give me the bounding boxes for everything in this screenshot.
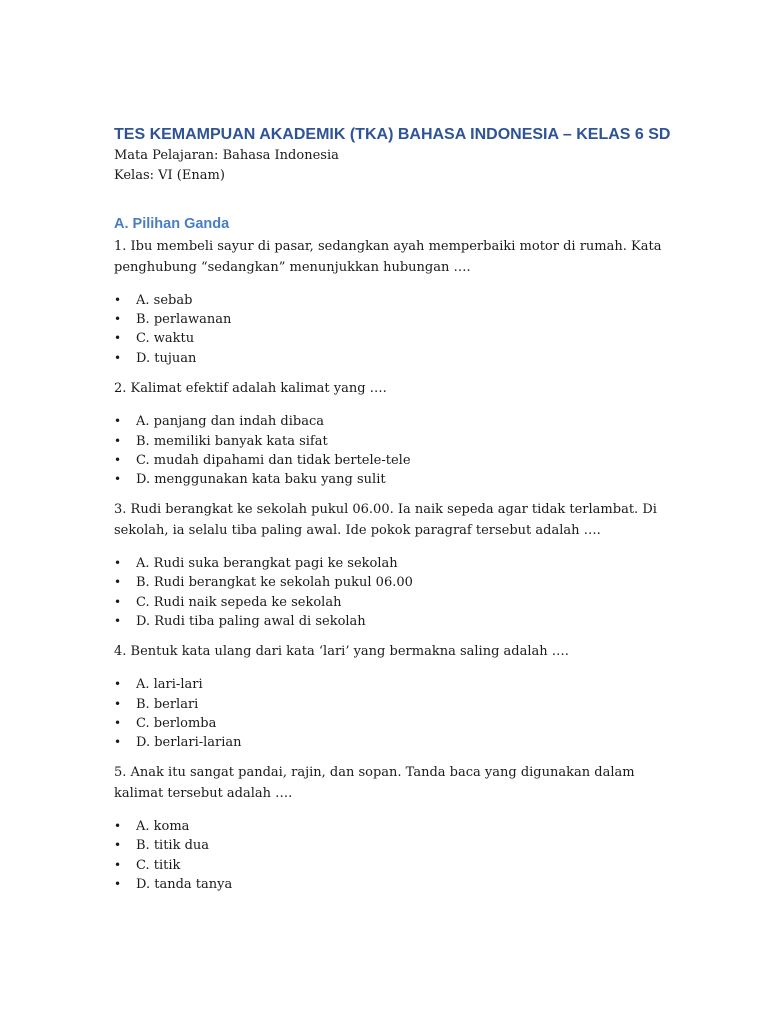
option-label: C. mudah dipahami dan tidak bertele-tele — [136, 452, 411, 468]
option-b — [114, 432, 674, 451]
option-label: A. koma — [136, 819, 190, 835]
bullet-icon: • — [114, 735, 122, 750]
option-d — [114, 875, 674, 894]
option-label: D. tujuan — [136, 350, 197, 366]
question-text: 4. Bentuk kata ulang dari kata ‘lari’ yang bermakna saling adalah …. — [114, 643, 569, 659]
option-a — [114, 675, 674, 694]
question-text: 5. Anak itu sangat pandai, rajin, dan sopan. Tanda baca yang digunakan dalam kalimat tersebut adalah …. — [114, 765, 635, 801]
option-a — [114, 291, 674, 310]
option-b — [114, 836, 674, 855]
bullet-icon: • — [114, 838, 122, 853]
question-text: 3. Rudi berangkat ke sekolah pukul 06.00. Ia naik sepeda agar tidak terlambat. Di sekolah, ia selalu tiba paling awal. Ide pokok paragraf tersebut adalah …. — [114, 502, 657, 538]
document-title: TES KEMAMPUAN AKADEMIK (TKA) BAHASA INDONESIA – KELAS 6 SD — [114, 126, 671, 143]
bullet-icon: • — [114, 677, 122, 692]
option-label: D. Rudi tiba paling awal di sekolah — [136, 613, 366, 629]
option-label: B. perlawanan — [136, 312, 232, 328]
option-b — [114, 573, 674, 592]
option-b — [114, 310, 674, 329]
option-label: B. memiliki banyak kata sifat — [136, 433, 328, 449]
bullet-icon: • — [114, 433, 122, 448]
bullet-icon: • — [114, 350, 122, 365]
question-2 — [114, 379, 674, 489]
option-d — [114, 612, 674, 631]
option-c — [114, 593, 674, 612]
question-5 — [114, 763, 674, 894]
option-label: D. berlari-larian — [136, 735, 242, 751]
option-label: B. berlari — [136, 696, 199, 712]
option-list — [114, 291, 674, 368]
bullet-icon: • — [114, 331, 122, 346]
option-list — [114, 817, 674, 894]
option-label: B. Rudi berangkat ke sekolah pukul 06.00 — [136, 575, 413, 591]
option-label: A. sebab — [136, 293, 193, 308]
option-list — [114, 554, 674, 631]
option-label: A. lari-lari — [136, 677, 203, 693]
option-label: A. Rudi suka berangkat pagi ke sekolah — [136, 556, 398, 572]
option-label: C. Rudi naik sepeda ke sekolah — [136, 594, 342, 610]
question-1 — [114, 237, 674, 368]
option-label: D. tanda tanya — [136, 876, 233, 892]
bullet-icon: • — [114, 613, 122, 628]
bullet-icon: • — [114, 312, 122, 327]
bullet-icon: • — [114, 575, 122, 590]
section-heading: A. Pilihan Ganda — [114, 216, 230, 232]
question-4 — [114, 642, 674, 752]
option-c — [114, 856, 674, 875]
option-d — [114, 470, 674, 489]
option-label: B. titik dua — [136, 838, 210, 854]
option-label: A. panjang dan indah dibaca — [136, 414, 324, 430]
bullet-icon: • — [114, 876, 122, 891]
option-a — [114, 554, 674, 573]
bullet-icon: • — [114, 594, 122, 609]
option-c — [114, 714, 674, 733]
class-line: Kelas: VI (Enam) — [114, 168, 225, 183]
option-d — [114, 349, 674, 368]
option-d — [114, 733, 674, 752]
bullet-icon: • — [114, 696, 122, 711]
bullet-icon: • — [114, 414, 122, 429]
question-text: 1. Ibu membeli sayur di pasar, sedangkan ayah memperbaiki motor di rumah. Kata penghubung “sedangkan” menunjukkan hubungan …. — [114, 239, 662, 275]
bullet-icon: • — [114, 715, 122, 730]
option-c — [114, 451, 674, 470]
bullet-icon: • — [114, 857, 122, 872]
bullet-icon: • — [114, 471, 122, 486]
bullet-icon: • — [114, 452, 122, 467]
question-text: 2. Kalimat efektif adalah kalimat yang …. — [114, 380, 387, 396]
question-3 — [114, 500, 674, 631]
document-page — [114, 124, 674, 894]
option-a — [114, 817, 674, 836]
option-b — [114, 695, 674, 714]
bullet-icon: • — [114, 293, 122, 307]
option-c — [114, 329, 674, 348]
option-label: C. waktu — [136, 331, 195, 347]
bullet-icon: • — [114, 556, 122, 571]
bullet-icon: • — [114, 819, 122, 834]
option-label: D. menggunakan kata baku yang sulit — [136, 471, 386, 487]
subject-line: Mata Pelajaran: Bahasa Indonesia — [114, 148, 339, 163]
option-list — [114, 412, 674, 489]
option-label: C. titik — [136, 857, 181, 873]
option-list — [114, 675, 674, 752]
option-a — [114, 412, 674, 431]
option-label: C. berlomba — [136, 715, 217, 731]
